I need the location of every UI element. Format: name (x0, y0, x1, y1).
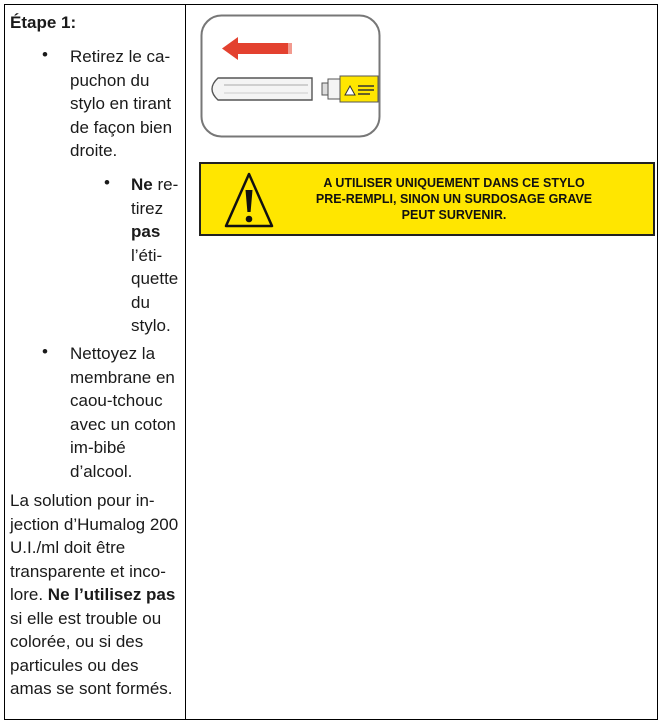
pen-cap-icon (212, 78, 312, 100)
solution-bold: Ne l’utilisez pas (47, 585, 176, 604)
text-etiquette: l’éti-quette du stylo. (131, 245, 179, 335)
instruction-table (4, 4, 658, 720)
warning-banner (199, 162, 655, 236)
bullet-dot: • (42, 45, 48, 64)
solution-paragraph (10, 489, 182, 701)
warning-line-2: PRE-REMPLI, SINON UN SURDOSAGE GRAVE (315, 192, 593, 206)
warning-triangle-icon (223, 170, 275, 230)
text-column (5, 5, 186, 719)
pen-body-icon (322, 76, 378, 102)
warning-line-1: A UTILISER UNIQUEMENT DANS CE STYLO (323, 176, 585, 190)
bold-pas: pas (131, 222, 161, 241)
bullet-remove-cap: Retirez le ca-puchon du stylo en tirant de façon bien droite. (70, 47, 173, 160)
solution-text-1: La solution pour in-jection d’Humalog 200 U.I./ml doit être transparente et inco-lore. (10, 491, 179, 604)
bold-ne: Ne (131, 175, 153, 194)
illustration-column (186, 5, 657, 719)
pen-cap-removal-illustration (200, 14, 382, 140)
bullet-dot: • (42, 342, 48, 361)
bullet-clean-membrane: Nettoyez la membrane en caou-tchouc avec un coton im-bibé d’alcool. (70, 344, 176, 481)
text-retirez: re-tirez (131, 175, 179, 218)
bullet-keep-label (131, 173, 187, 338)
step-title: Étape 1: (10, 13, 77, 32)
bullet-dot: • (104, 173, 110, 192)
warning-text (279, 175, 629, 223)
warning-line-3: PEUT SURVENIR. (401, 208, 507, 222)
solution-text-2: si elle est trouble ou colorée, ou si des particules ou des amas se sont formés. (10, 608, 173, 698)
